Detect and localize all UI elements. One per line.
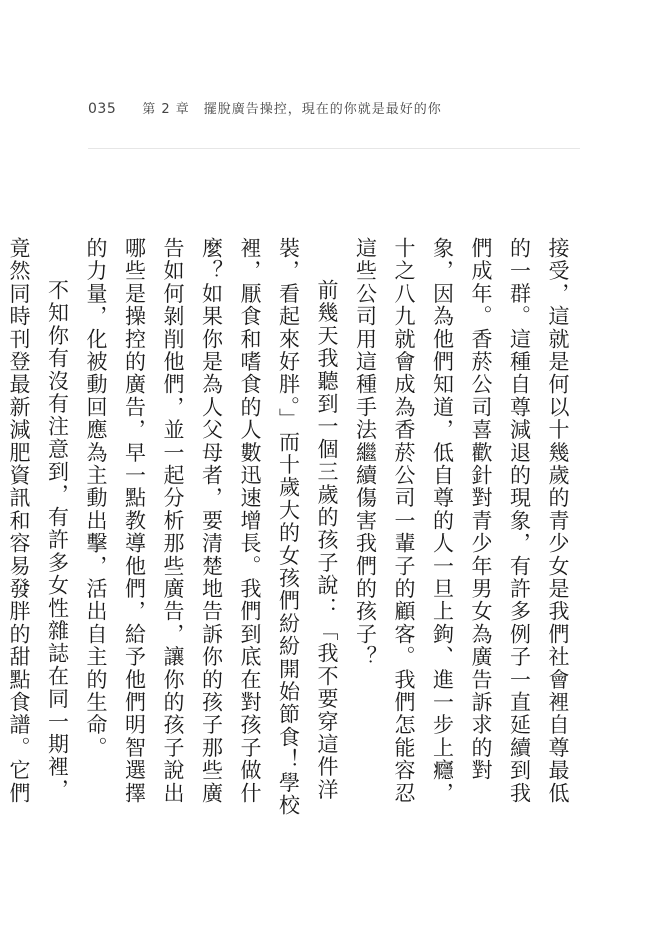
paragraph-2: 前幾天我聽到一個三歲的孩子說：「我不要穿這件洋裝，看起來好胖。」而十歲大的女孩們紛紛開始節食！學校裡，厭食和嗜食的人數迅速增長。我們到底在對孩子做什麼？如果你是為人父母者，要清楚地告訴你的孩子那些廣告如何剝削他們，並一起分析那些廣告，讓你的孩子說出哪些是操控的廣告，早一點教導他們，給予他們明智選擇的力量，化被動回應為主動出擊，活出自主的生命。 [84, 237, 339, 817]
chapter-title: 第 2 章 擺脫廣告操控，現在的你就是最好的你 [142, 102, 442, 117]
vertical-body-text [7, 237, 577, 817]
header-divider [88, 148, 580, 149]
paragraph-1: 接受，這就是何以十幾歲的青少女是我們社會裡自尊最低的一群。這種自尊減退的現象，有許多例子一直延續到我們成年。香菸公司喜歡針對青少年男女為廣告訴求的對象，因為他們知道，低自尊的人一旦上鉤、進一步上癮，十之八九就會成為香菸公司一輩子的顧客。我們怎能容忍這些公司用這種手法繼續傷害我們的孩子？ [353, 237, 570, 805]
page-number: 035 [88, 101, 117, 117]
paragraph-3: 不知你有沒有注意到，有許多女性雜誌在同一期裡，竟然同時刊登最新減肥資訊和容易發胖的甜點食譜。它們 [7, 237, 70, 805]
running-header [88, 98, 442, 122]
